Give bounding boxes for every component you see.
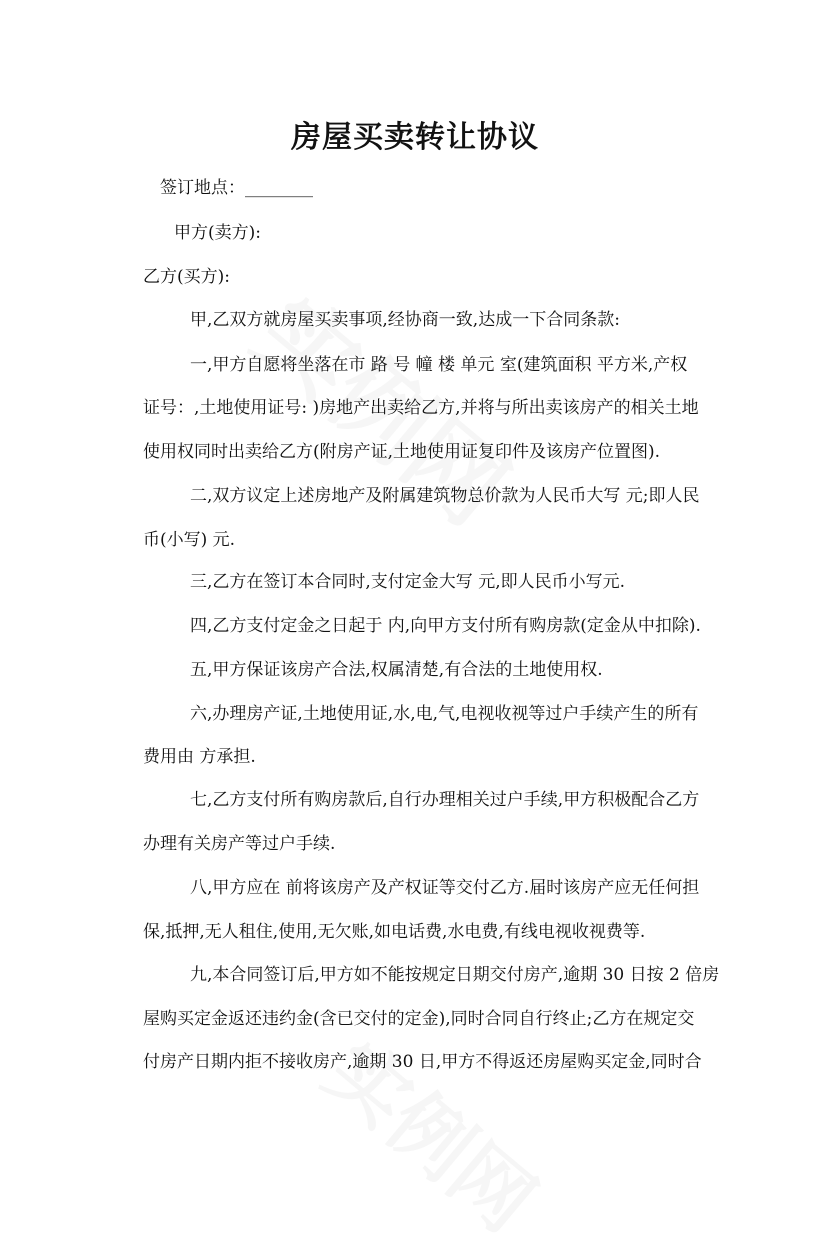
- clause-line: 证号：,土地使用证号: )房地产出卖给乙方,并将与所出卖该房产的相关土地: [143, 398, 699, 418]
- clause-line: 使用权同时出卖给乙方(附房产证,土地使用证复印件及该房产位置图).: [143, 442, 661, 462]
- paragraph-intro: 甲,乙双方就房屋买卖事项,经协商一致,达成一下合同条款:: [190, 310, 620, 330]
- clause-line: 四,乙方支付定金之日起于 内,向甲方支付所有购房款(定金从中扣除).: [190, 616, 701, 636]
- page-title: 房屋买卖转让协议: [291, 120, 539, 155]
- party-a: 甲方(卖方):: [174, 223, 261, 243]
- clause-line: 二,双方议定上述房地产及附属建筑物总价款为人民币大写 元;即人民: [190, 486, 700, 506]
- clause-line: 付房产日期内拒不接收房产,逾期 30 日,甲方不得返还房屋购买定金,同时合: [143, 1052, 702, 1072]
- clause-line: 费用由 方承担.: [143, 747, 256, 767]
- clause-line: 九,本合同签订后,甲方如不能按规定日期交付房产,逾期 30 日按 2 倍房: [190, 965, 720, 985]
- clause-line: 三,乙方在签订本合同时,支付定金大写 元,即人民币小写元.: [190, 572, 626, 592]
- clause-line: 五,甲方保证该房产合法,权属清楚,有合法的土地使用权.: [190, 660, 603, 680]
- clause-line: 屋购买定金返还违约金(含已交付的定金),同时合同自行终止;乙方在规定交: [143, 1009, 695, 1029]
- clause-line: 七,乙方支付所有购房款后,自行办理相关过户手续,甲方积极配合乙方: [190, 790, 700, 810]
- clause-line: 保,抵押,无人租住,使用,无欠账,如电话费,水电费,有线电视收视费等.: [143, 922, 646, 942]
- signing-location: 签订地点：________: [160, 178, 313, 198]
- clause-line: 一,甲方自愿将坐落在市 路 号 幢 楼 单元 室(建筑面积 平方米,产权: [190, 355, 688, 375]
- clause-line: 币(小写) 元.: [143, 530, 236, 550]
- clause-line: 办理有关房产等过户手续.: [143, 834, 336, 854]
- clause-line: 八,甲方应在 前将该房产及产权证等交付乙方.届时该房产应无任何担: [190, 878, 700, 898]
- party-b: 乙方(买方):: [143, 267, 230, 287]
- clause-line: 六,办理房产证,土地使用证,水,电,气,电视收视等过户手续产生的所有: [190, 704, 699, 724]
- watermark: [306, 1010, 564, 1252]
